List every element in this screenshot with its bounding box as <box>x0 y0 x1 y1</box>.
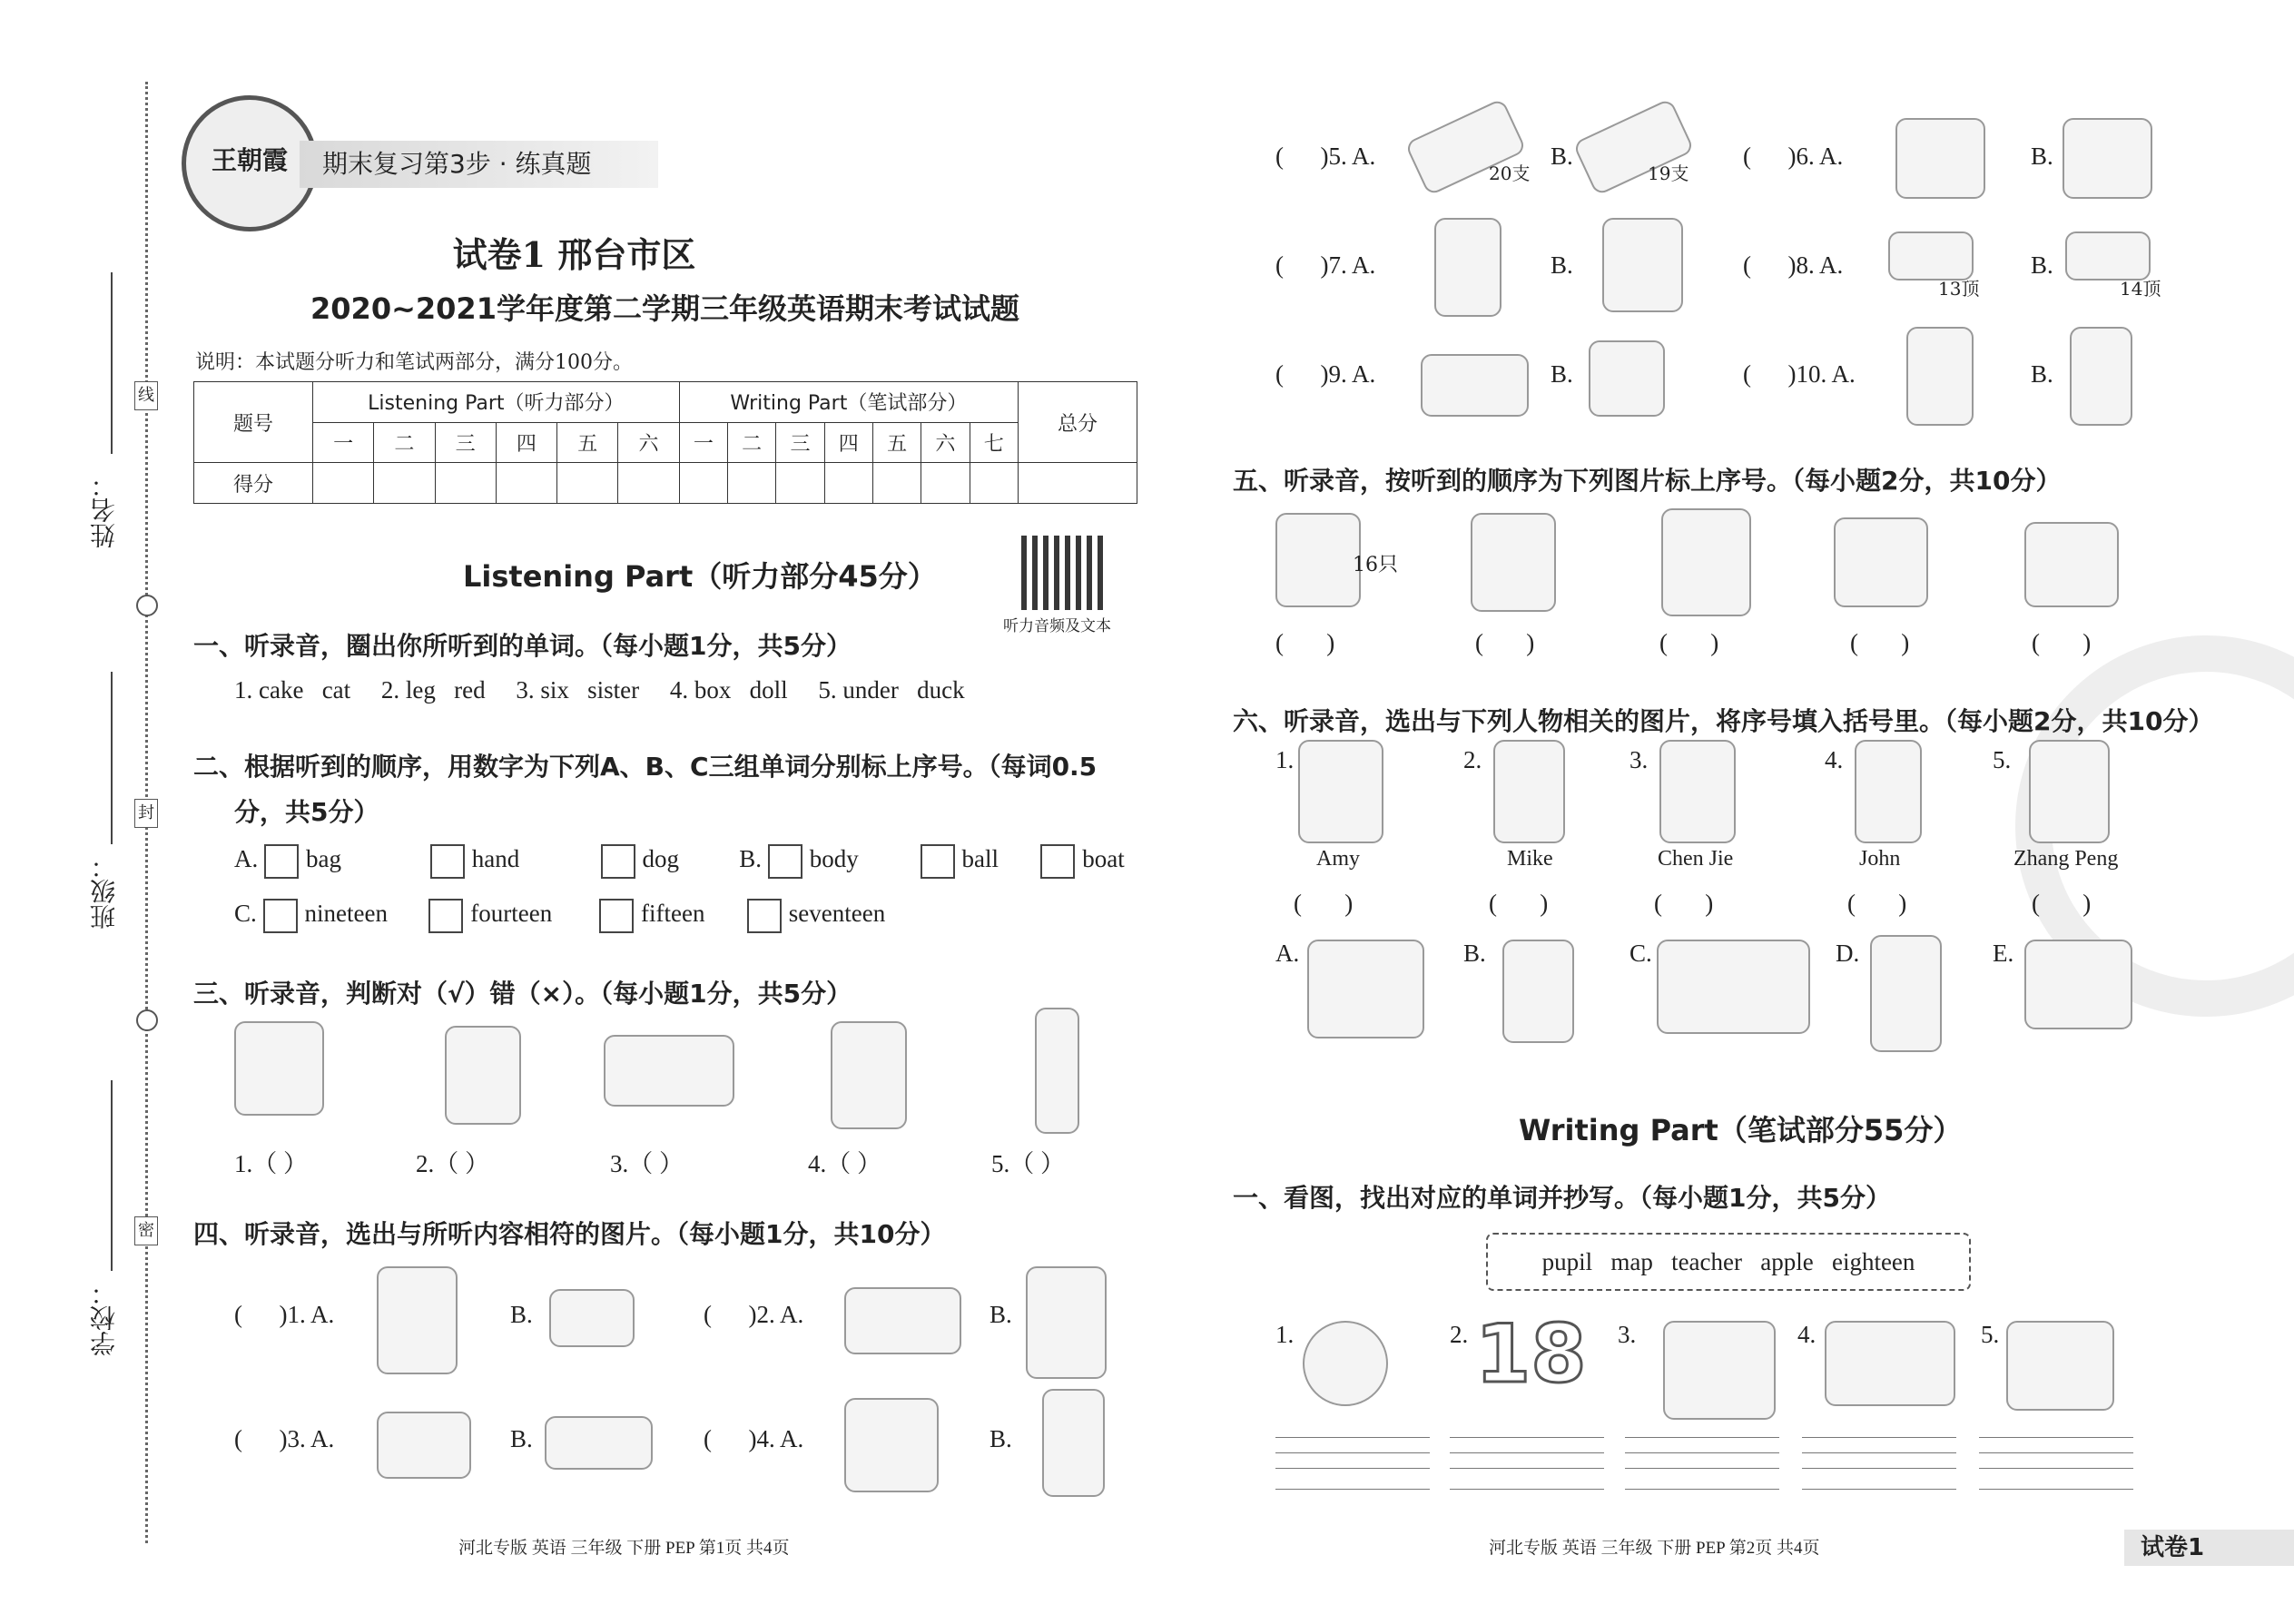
box-ball-on-picture <box>1589 340 1665 417</box>
cell-listening: Listening Part（听力部分） <box>313 382 680 423</box>
score-cell[interactable] <box>618 463 679 504</box>
s6-answer-3[interactable]: ( ) <box>1654 890 1714 917</box>
person-num: 4. <box>1825 746 1844 773</box>
w1-num: 2. <box>1450 1321 1469 1348</box>
writing-line[interactable] <box>1450 1437 1604 1438</box>
s4-q6-b: B. <box>2031 143 2053 170</box>
oranges-picture <box>2024 522 2119 607</box>
binding-hole <box>136 595 158 616</box>
s6-answer-1[interactable]: ( ) <box>1294 890 1354 917</box>
writing-line[interactable] <box>1802 1452 1956 1453</box>
option-label: E. <box>1993 940 2014 967</box>
option-label: A. <box>1275 940 1300 967</box>
w1-num: 1. <box>1275 1321 1295 1348</box>
s4-q9[interactable]: ( )9. A. <box>1275 360 1376 388</box>
section4-heading: 四、听录音，选出与所听内容相符的图片。（每小题1分，共10分） <box>193 1219 946 1249</box>
publisher-logo <box>182 95 318 231</box>
map-picture <box>1825 1321 1955 1406</box>
score-cell[interactable] <box>679 463 727 504</box>
s3-answer-2[interactable]: 2.（ ） <box>416 1150 489 1177</box>
col-header: 六 <box>921 422 970 463</box>
chair-picture <box>831 1021 907 1129</box>
word: fifteen <box>641 900 705 928</box>
word: seventeen <box>788 900 886 928</box>
section6-heading: 六、听录音，选出与下列人物相关的图片，将序号填入括号里。（每小题2分，共10分） <box>1233 706 2214 736</box>
boy-football-picture <box>1042 1389 1105 1497</box>
chen-jie-picture <box>1659 740 1736 843</box>
exam-title: 2020~2021学年度第二学期三年级英语期末考试试题 <box>310 291 1019 326</box>
score-cell[interactable] <box>1019 463 1137 504</box>
girl-picture <box>1434 218 1501 317</box>
row-label: C. <box>234 900 257 928</box>
s4-q5[interactable]: ( )5. A. <box>1275 143 1376 170</box>
col-header: 三 <box>435 422 496 463</box>
eagle-picture <box>377 1266 458 1374</box>
answer-box[interactable] <box>599 899 634 933</box>
woman-picture <box>1502 940 1574 1043</box>
paper-tag: 试卷1 <box>2124 1530 2294 1566</box>
faces-fruit-picture <box>1657 940 1810 1034</box>
option-label: B. <box>1463 940 1486 967</box>
writing-line[interactable] <box>1275 1437 1430 1438</box>
s4-q9-b: B. <box>1551 360 1573 388</box>
grandma-picture <box>1661 508 1751 616</box>
section5-heading: 五、听录音，按听到的顺序为下列图片标上序号。（每小题2分，共10分） <box>1233 466 2062 496</box>
school-label: 学校： <box>89 1280 119 1356</box>
boy-picture <box>1906 327 1974 426</box>
section1-items: 1. cake cat 2. leg red 3. six sister 4. box doll 5. under duck <box>234 676 965 704</box>
elephant-picture <box>2024 940 2132 1029</box>
w1-num: 5. <box>1981 1321 2000 1348</box>
school-blank[interactable] <box>111 1080 113 1271</box>
s6-answer-2[interactable]: ( ) <box>1489 890 1549 917</box>
zhang-peng-picture <box>2029 740 2110 843</box>
ostrich-picture <box>1026 1266 1107 1379</box>
col-header: 二 <box>374 422 435 463</box>
binding-hole <box>136 1009 158 1031</box>
s4-q10[interactable]: ( )10. A. <box>1743 360 1856 388</box>
count-20: 20支 <box>1489 162 1531 184</box>
answer-box[interactable] <box>768 844 802 879</box>
s4-q3-b: B. <box>510 1425 533 1452</box>
score-cell[interactable] <box>313 463 374 504</box>
s4-q2[interactable]: ( )2. A. <box>704 1301 804 1328</box>
s3-answer-5[interactable]: 5.（ ） <box>991 1150 1065 1177</box>
man-picture <box>1602 218 1683 312</box>
col-header: 一 <box>679 422 727 463</box>
s6-answer-5[interactable]: ( ) <box>2032 890 2092 917</box>
s4-q7[interactable]: ( )7. A. <box>1275 251 1376 279</box>
family-picture <box>1471 513 1556 612</box>
word: dog <box>642 845 679 873</box>
answer-box[interactable] <box>264 844 299 879</box>
s5-answer-3[interactable]: ( ) <box>1659 629 1719 656</box>
class-blank[interactable] <box>111 672 113 844</box>
s4-q3[interactable]: ( )3. A. <box>234 1425 335 1452</box>
apple-picture <box>1303 1321 1388 1406</box>
score-cell[interactable] <box>824 463 872 504</box>
cell-defen: 得分 <box>194 463 313 504</box>
notebook-picture <box>377 1412 471 1479</box>
section2-heading-cont: 分，共5分） <box>234 797 379 827</box>
s4-q6[interactable]: ( )6. A. <box>1743 143 1844 170</box>
s4-q5-b: B. <box>1551 143 1573 170</box>
col-header: 六 <box>618 422 679 463</box>
person-name: Mike <box>1507 847 1553 871</box>
bear-picture <box>1834 517 1928 607</box>
answer-box[interactable] <box>601 844 635 879</box>
person-num: 3. <box>1629 746 1649 773</box>
qr-code[interactable] <box>1021 536 1103 610</box>
seal-word: 封 <box>134 799 158 828</box>
col-header: 七 <box>970 422 1018 463</box>
count-19: 19支 <box>1648 162 1689 184</box>
w1-heading: 一、看图，找出对应的单词并抄写。（每小题1分，共5分） <box>1233 1183 1891 1213</box>
section3-heading: 三、听录音，判断对（√）错（×）。（每小题1分，共5分） <box>193 979 852 1009</box>
col-header: 五 <box>872 422 921 463</box>
writing-line[interactable] <box>1979 1452 2133 1453</box>
great-wall-picture <box>1307 940 1424 1038</box>
boat-picture <box>604 1035 734 1107</box>
instructions-note: 说明：本试题分听力和笔试两部分，满分100分。 <box>195 351 633 374</box>
score-cell[interactable] <box>496 463 556 504</box>
writing-line[interactable] <box>1802 1468 1956 1469</box>
writing-line[interactable] <box>1450 1452 1604 1453</box>
score-cell[interactable] <box>435 463 496 504</box>
section2-row-a <box>234 844 1125 879</box>
baby-picture <box>844 1398 939 1492</box>
writing-line[interactable] <box>1979 1489 2133 1490</box>
name-label: 姓名： <box>89 472 119 548</box>
s4-q1[interactable]: ( )1. A. <box>234 1301 335 1328</box>
score-cell[interactable] <box>557 463 618 504</box>
answer-box[interactable] <box>1040 844 1075 879</box>
word: hand <box>471 845 520 873</box>
person-num: 2. <box>1463 746 1482 773</box>
score-cell[interactable] <box>970 463 1018 504</box>
col-header: 四 <box>496 422 556 463</box>
writing-line[interactable] <box>1450 1489 1604 1490</box>
logo-text: 王朝霞 <box>211 145 288 175</box>
row-label: B. <box>739 845 763 873</box>
book-picture <box>545 1416 653 1470</box>
pupil-picture <box>2006 1321 2114 1411</box>
score-cell[interactable] <box>776 463 824 504</box>
john-picture <box>1855 740 1922 843</box>
section1-heading: 一、听录音，圈出你所听到的单词。（每小题1分，共5分） <box>193 631 852 661</box>
eighteen-picture: 18 <box>1475 1307 1587 1401</box>
writing-part-title: Writing Part（笔试部分55分） <box>1519 1113 1963 1147</box>
person-num: 5. <box>1993 746 2012 773</box>
box-ball-inside-picture <box>1421 354 1529 417</box>
word: boat <box>1082 845 1125 873</box>
word: body <box>809 845 859 873</box>
count-14: 14顶 <box>2120 278 2161 300</box>
count-13: 13顶 <box>1938 278 1980 300</box>
desk-crab-picture <box>2063 118 2152 199</box>
answer-box[interactable] <box>263 899 298 933</box>
s4-q10-b: B. <box>2031 360 2053 388</box>
writing-line[interactable] <box>1802 1437 1956 1438</box>
score-cell[interactable] <box>921 463 970 504</box>
seal-word: 线 <box>134 381 158 410</box>
footer-left: 河北专版 英语 三年级 下册 PEP 第1页 共4页 <box>458 1539 790 1558</box>
writing-line[interactable] <box>1275 1489 1430 1490</box>
dog-picture <box>844 1287 961 1354</box>
step-banner: 期末复习第3步 · 练真题 <box>300 141 658 188</box>
writing-line[interactable] <box>1979 1437 2133 1438</box>
cap-picture <box>1888 231 1974 281</box>
s4-q7-b: B. <box>1551 251 1573 279</box>
count-16: 16只 <box>1353 554 1398 576</box>
qr-caption: 听力音频及文本 <box>1003 617 1111 635</box>
writing-line[interactable] <box>1625 1437 1779 1438</box>
word: bag <box>306 845 341 873</box>
s4-q8[interactable]: ( )8. A. <box>1743 251 1844 279</box>
answer-box[interactable] <box>430 844 465 879</box>
s4-q8-b: B. <box>2031 251 2053 279</box>
col-header: 五 <box>557 422 618 463</box>
class-label: 班级： <box>89 853 119 930</box>
col-header: 一 <box>313 422 374 463</box>
word: ball <box>961 845 999 873</box>
s5-answer-4[interactable]: ( ) <box>1850 629 1910 656</box>
option-label: D. <box>1836 940 1860 967</box>
s5-answer-2[interactable]: ( ) <box>1475 629 1535 656</box>
word: nineteen <box>304 900 388 928</box>
score-cell[interactable] <box>872 463 921 504</box>
frog-picture <box>234 1021 324 1116</box>
writing-line[interactable] <box>1979 1468 2133 1469</box>
s4-q2-b: B. <box>989 1301 1012 1328</box>
girl-picture <box>2070 327 2132 426</box>
answer-box[interactable] <box>428 899 463 933</box>
score-table <box>193 381 1137 504</box>
w1-num: 3. <box>1618 1321 1637 1348</box>
writing-line[interactable] <box>1625 1468 1779 1469</box>
word: fourteen <box>470 900 553 928</box>
s3-answer-4[interactable]: 4.（ ） <box>808 1150 881 1177</box>
col-header: 四 <box>824 422 872 463</box>
person-name: Zhang Peng <box>2013 847 2119 871</box>
cell-tihao: 题号 <box>194 382 313 463</box>
writing-line[interactable] <box>1625 1489 1779 1490</box>
word-bank: pupil map teacher apple eighteen <box>1486 1233 1971 1291</box>
section2-heading: 二、根据听到的顺序，用数字为下列A、B、C三组单词分别标上序号。（每词0.5 <box>193 752 1098 782</box>
writing-line[interactable] <box>1802 1489 1956 1490</box>
person-num: 1. <box>1275 746 1295 773</box>
col-header: 三 <box>776 422 824 463</box>
cap-picture <box>2065 231 2151 281</box>
answer-box[interactable] <box>921 844 955 879</box>
s5-answer-1[interactable]: ( ) <box>1275 629 1335 656</box>
section2-row-c <box>234 899 885 933</box>
s3-answer-3[interactable]: 3.（ ） <box>610 1150 684 1177</box>
bird-picture <box>549 1289 635 1347</box>
amy-picture <box>1298 740 1383 843</box>
option-label: C. <box>1629 940 1652 967</box>
monkey-picture <box>1275 513 1361 607</box>
score-cell[interactable] <box>728 463 776 504</box>
mike-picture <box>1493 740 1565 843</box>
writing-line[interactable] <box>1625 1452 1779 1453</box>
cell-writing: Writing Part（笔试部分） <box>679 382 1018 423</box>
seal-word: 密 <box>134 1216 158 1245</box>
writing-line[interactable] <box>1275 1468 1430 1469</box>
w1-num: 4. <box>1797 1321 1816 1348</box>
s6-answer-4[interactable]: ( ) <box>1847 890 1907 917</box>
chair-picture <box>1870 935 1942 1052</box>
s4-q4[interactable]: ( )4. A. <box>704 1425 804 1452</box>
writing-line[interactable] <box>1450 1468 1604 1469</box>
writing-line[interactable] <box>1275 1452 1430 1453</box>
grapes-picture <box>445 1026 521 1125</box>
person-name: Chen Jie <box>1658 847 1734 871</box>
boy-picture <box>1035 1008 1079 1134</box>
s3-answer-1[interactable]: 1.（ ） <box>234 1150 308 1177</box>
s4-q4-b: B. <box>989 1425 1012 1452</box>
cell-total: 总分 <box>1019 382 1137 463</box>
listening-part-title: Listening Part（听力部分45分） <box>463 559 937 594</box>
answer-box[interactable] <box>747 899 782 933</box>
person-name: Amy <box>1316 847 1360 871</box>
teacher-picture <box>1663 1321 1776 1420</box>
paper-title: 试卷1 邢台市区 <box>452 234 696 275</box>
person-name: John <box>1859 847 1901 871</box>
s4-q1-b: B. <box>510 1301 533 1328</box>
footer-right: 河北专版 英语 三年级 下册 PEP 第2页 共4页 <box>1489 1539 1820 1558</box>
row-label: A. <box>234 845 259 873</box>
desk-bag-picture <box>1895 118 1985 199</box>
col-header: 二 <box>728 422 776 463</box>
s5-answer-5[interactable]: ( ) <box>2032 629 2092 656</box>
score-cell[interactable] <box>374 463 435 504</box>
